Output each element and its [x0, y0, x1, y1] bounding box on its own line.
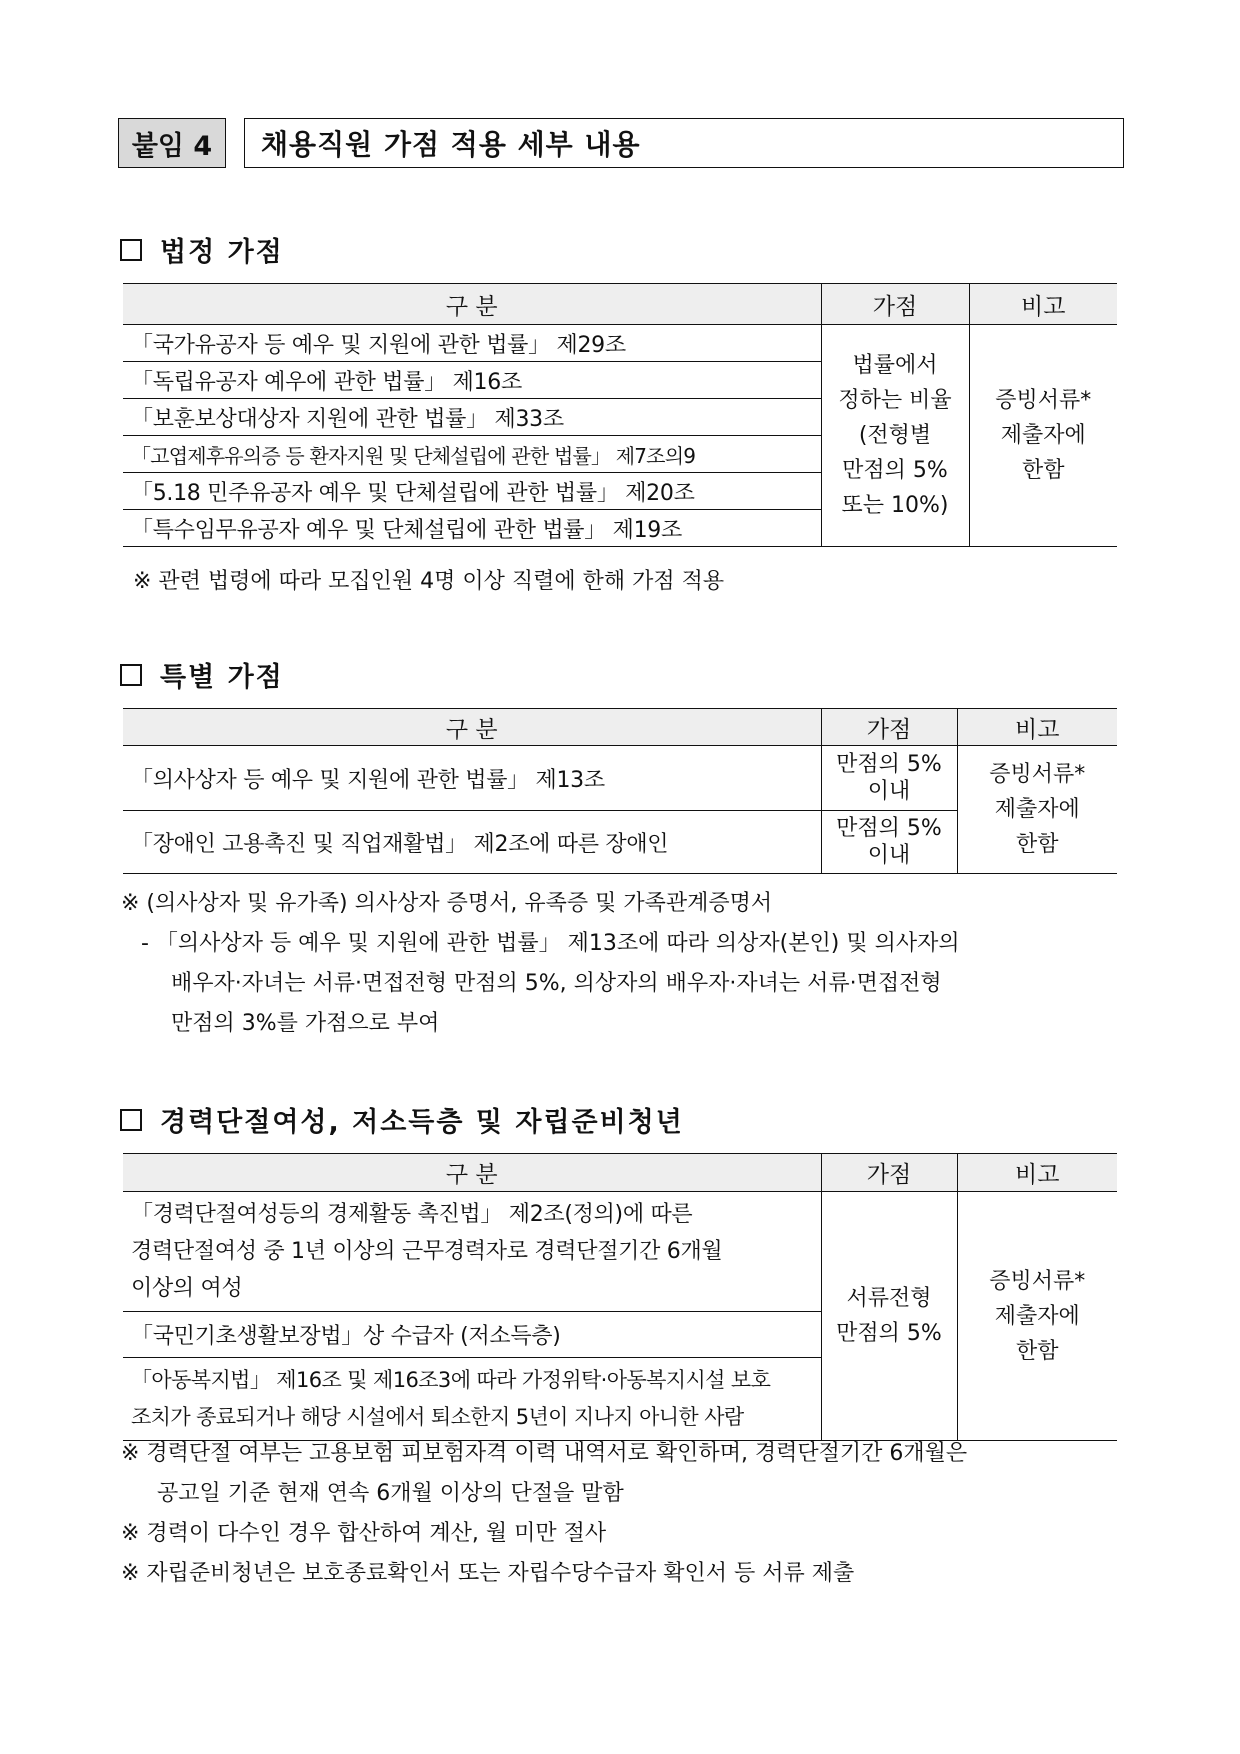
- column-header-points: 가점: [821, 1154, 957, 1192]
- remark-line: 한함: [1015, 1338, 1059, 1364]
- column-header-points: 가점: [821, 284, 969, 325]
- table-row: 「장애인 고용촉진 및 직업재활법」 제2조에 따른 장애인: [123, 811, 821, 874]
- remark-line: 한함: [1015, 832, 1059, 857]
- note: 만점의 3%를 가점으로 부여: [171, 1011, 440, 1036]
- remark-line: 제출자에: [1000, 423, 1086, 448]
- legal-points-table: [123, 283, 1117, 547]
- table-row: 「보훈보상대상자 지원에 관한 법률」 제33조: [123, 399, 821, 436]
- row-line: 이상의 여성: [131, 1276, 243, 1301]
- points-line: 만점의 5%: [836, 1321, 942, 1346]
- points-cell: [821, 746, 957, 811]
- points-line: 이내: [867, 779, 911, 804]
- note: ※ 경력이 다수인 경우 합산하여 계산, 월 미만 절사: [121, 1521, 607, 1546]
- column-header-points: 가점: [821, 709, 957, 746]
- remark-cell: [957, 746, 1117, 874]
- table-row: 「의사상자 등 예우 및 지원에 관한 법률」 제13조: [123, 746, 821, 811]
- table-row: [123, 1358, 821, 1441]
- column-header-remark: 비고: [969, 284, 1117, 325]
- points-line: 서류전형: [846, 1286, 932, 1311]
- table-row: 「특수임무유공자 예우 및 단체설립에 관한 법률」 제19조: [123, 510, 821, 547]
- remark-line: 제출자에: [994, 1303, 1080, 1329]
- remark-cell: [969, 325, 1117, 547]
- note: ※ 관련 법령에 따라 모집인원 4명 이상 직렬에 한해 가점 적용: [133, 569, 725, 594]
- page-title: 채용직원 가점 적용 세부 내용: [244, 118, 1124, 168]
- points-line: 정하는 비율: [838, 388, 952, 413]
- column-header-remark: 비고: [957, 1154, 1117, 1192]
- remark-line: 증빙서류*: [989, 1268, 1086, 1294]
- remark-cell: [957, 1192, 1117, 1441]
- points-cell: [821, 1192, 957, 1441]
- note: ※ (의사상자 및 유가족) 의사상자 증명서, 유족증 및 가족관계증명서: [121, 891, 773, 916]
- table-row: 「국민기초생활보장법」상 수급자 (저소득층): [123, 1312, 821, 1358]
- column-header-remark: 비고: [957, 709, 1117, 746]
- checkbox-square-icon: [120, 239, 142, 261]
- section-heading-career-break: [120, 1100, 684, 1139]
- row-line: 조치가 종료되거나 해당 시설에서 퇴소한지 5년이 지나지 아니한 사람: [131, 1405, 744, 1429]
- points-line: 만점의 5%: [836, 816, 942, 841]
- points-line: 만점의 5%: [836, 752, 942, 777]
- checkbox-square-icon: [120, 664, 142, 686]
- points-cell: [821, 325, 969, 547]
- remark-line: 증빙서류*: [989, 762, 1086, 787]
- note: 공고일 기준 현재 연속 6개월 이상의 단절을 말함: [157, 1481, 624, 1506]
- table-row: 「국가유공자 등 예우 및 지원에 관한 법률」 제29조: [123, 325, 821, 362]
- points-line: (전형별: [858, 423, 932, 448]
- points-line: 법률에서: [852, 353, 938, 378]
- column-header-category: 구 분: [123, 1154, 821, 1192]
- note: 배우자·자녀는 서류·면접전형 만점의 5%, 의상자의 배우자·자녀는 서류·면접전형: [171, 971, 942, 996]
- points-line: 만점의 5%: [842, 458, 948, 483]
- column-header-category: 구 분: [123, 709, 821, 746]
- note: ※ 자립준비청년은 보호종료확인서 또는 자립수당수급자 확인서 등 서류 제출: [121, 1561, 855, 1586]
- points-cell: [821, 811, 957, 874]
- row-line: 「경력단절여성등의 경제활동 촉진법」 제2조(정의)에 따른: [131, 1202, 693, 1227]
- section-heading-special: [120, 655, 284, 694]
- table-row: 「고엽제후유의증 등 환자지원 및 단체설립에 관한 법률」 제7조의9: [123, 436, 821, 473]
- attachment-tag: 붙임 4: [118, 118, 226, 168]
- section-heading-legal: [120, 230, 284, 269]
- career-break-table: [123, 1153, 1117, 1441]
- points-line: 또는 10%): [841, 493, 949, 518]
- note: ※ 경력단절 여부는 고용보험 피보험자격 이력 내역서로 확인하며, 경력단절기간 6개월은: [121, 1441, 968, 1466]
- row-line: 「아동복지법」 제16조 및 제16조3에 따라 가정위탁·아동복지시설 보호: [131, 1368, 771, 1392]
- remark-line: 한함: [1021, 458, 1065, 483]
- remark-line: 제출자에: [994, 797, 1080, 822]
- section-heading-text: 경력단절여성, 저소득층 및 자립준비청년: [160, 1107, 684, 1138]
- column-header-category: 구 분: [123, 284, 821, 325]
- remark-line: 증빙서류*: [995, 388, 1092, 413]
- section-heading-text: 법정 가점: [160, 237, 284, 268]
- special-points-table: [123, 708, 1117, 874]
- row-line: 경력단절여성 중 1년 이상의 근무경력자로 경력단절기간 6개월: [131, 1239, 723, 1264]
- section-heading-text: 특별 가점: [160, 662, 284, 693]
- checkbox-square-icon: [120, 1109, 142, 1131]
- table-row: 「5.18 민주유공자 예우 및 단체설립에 관한 법률」 제20조: [123, 473, 821, 510]
- points-line: 이내: [867, 843, 911, 868]
- note: - 「의사상자 등 예우 및 지원에 관한 법률」 제13조에 따라 의상자(본인) 및 의사자의: [141, 931, 960, 956]
- table-row: 「독립유공자 예우에 관한 법률」 제16조: [123, 362, 821, 399]
- table-row: [123, 1192, 821, 1312]
